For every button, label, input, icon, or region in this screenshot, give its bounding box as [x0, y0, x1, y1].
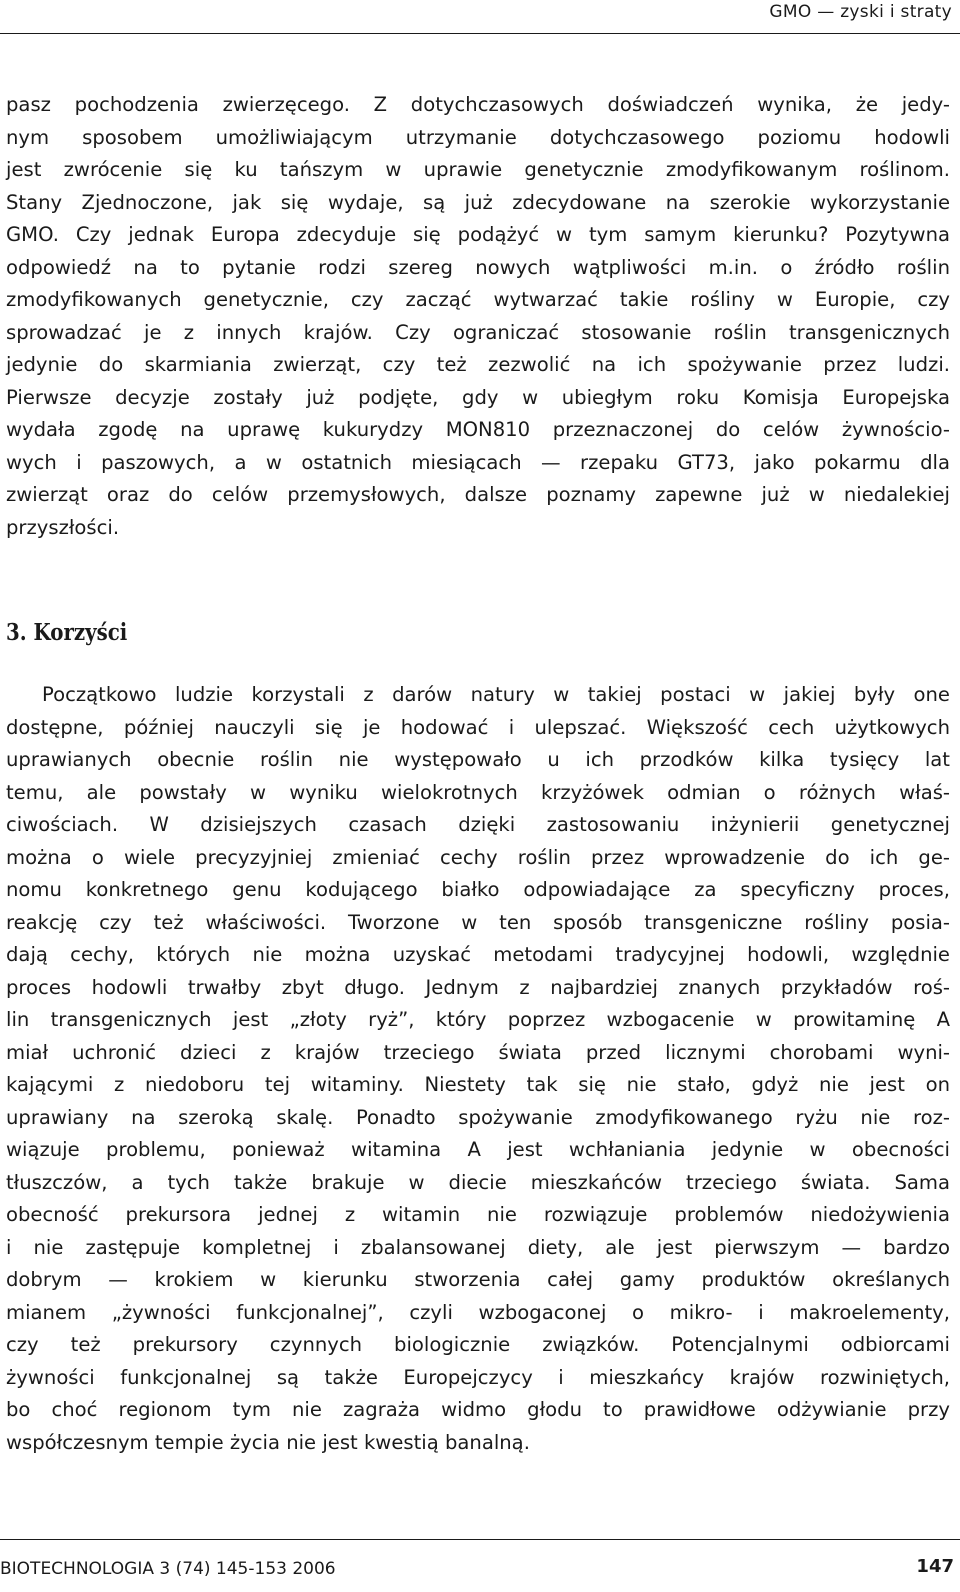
text-line: dostępne, później nauczyli się je hodować i ulepszać. Większość cech użytkowych: [6, 715, 950, 739]
paragraph-2: [6, 679, 950, 1459]
journal-reference: BIOTECHNOLOGIA 3 (74) 145-153 2006: [0, 1559, 336, 1579]
paragraph-1: [6, 89, 950, 544]
text-line: czy też prekursory czynnych biologicznie związków. Potencjalnymi odbiorcami: [6, 1333, 950, 1356]
text-line: ciwościach. W dzisiejszych czasach dzięki zastosowaniu inżynierii genetycznej: [6, 813, 950, 836]
text-line: Stany Zjednoczone, jak się wydaje, są już zdecydowane na szerokie wykorzystanie: [6, 190, 950, 214]
text-line: współczesnym tempie życia nie jest kwestią banalną.: [6, 1430, 530, 1454]
text-line: GMO. Czy jednak Europa zdecyduje się podążyć w tym samym kierunku? Pozytywna: [6, 223, 950, 246]
text-line: temu, ale powstały w wyniku wielokrotnych krzyżówek odmian o różnych właś-: [6, 780, 950, 804]
text-line: tłuszczów, a tych także brakuje w diecie mieszkańców trzeciego świata. Sama: [6, 1170, 950, 1194]
text-line: wych i paszowych, a w ostatnich miesiącach — rzepaku GT73, jako pokarmu dla: [6, 450, 950, 474]
text-line: żywności funkcjonalnej są także Europejczycy i mieszkańcy krajów rozwiniętych,: [6, 1365, 950, 1389]
text-line: dają cechy, których nie można uzyskać metodami tradycyjnej hodowli, względnie: [6, 943, 950, 966]
text-line: pasz pochodzenia zwierzęcego. Z dotychczasowych doświadczeń wynika, że jedy-: [6, 93, 950, 116]
text-line: nomu konkretnego genu kodującego białko odpowiadające za specyficzny proces,: [6, 878, 950, 901]
text-line: zwierząt oraz do celów przemysłowych, dalsze poznamy zapewne już w niedalekiej: [6, 483, 950, 506]
page-number: 147: [916, 1556, 954, 1577]
text-line: zmodyfikowanych genetycznie, czy zacząć wytwarzać takie rośliny w Europie, czy: [6, 288, 950, 311]
text-line: i nie zastępuje kompletnej i zbalansowanej diety, ale jest pierwszym — bardzo: [6, 1235, 950, 1259]
text-line: jedynie do skarmiania zwierząt, czy też zezwolić na ich spożywanie przez ludzi.: [6, 353, 950, 376]
text-line: Pierwsze decyzje zostały już podjęte, gdy w ubiegłym roku Komisja Europejska: [6, 385, 950, 409]
text-line: dobrym — krokiem w kierunku stworzenia całej gamy produktów określanych: [6, 1268, 950, 1291]
text-line: kającymi z niedoboru tej witaminy. Niestety tak się nie stało, gdyż nie jest on: [6, 1073, 950, 1096]
text-line: nym sposobem umożliwiającym utrzymanie dotychczasowego poziomu hodowli: [6, 125, 950, 149]
text-line: wiązuje problemu, ponieważ witamina A jest wchłaniania jedynie w obecności: [6, 1138, 950, 1161]
text-line: reakcję czy też właściwości. Tworzone w ten sposób transgeniczne rośliny posia-: [6, 910, 950, 934]
text-line: lin transgenicznych jest „złoty ryż”, który poprzez wzbogacenie w prowitaminę A: [6, 1008, 950, 1031]
text-line: przyszłości.: [6, 515, 120, 539]
text-line: uprawianych obecnie roślin nie występowało u ich przodków kilka tysięcy lat: [6, 748, 950, 771]
text-line: odpowiedź na to pytanie rodzi szereg nowych wątpliwości m.in. o źródło roślin: [6, 255, 950, 279]
section-heading: 3. Korzyści: [6, 619, 128, 646]
text-line: bo choć regionom tym nie zagraża widmo głodu to prawidłowe odżywianie przy: [6, 1398, 950, 1421]
text-line: proces hodowli trwałby zbyt długo. Jednym z najbardziej znanych przykładów roś-: [6, 975, 950, 999]
text-line: uprawiany na szeroką skalę. Ponadto spożywanie zmodyfikowanego ryżu nie roz-: [6, 1105, 950, 1129]
text-line: mianem „żywności funkcjonalnej”, czyli wzbogaconej o mikro- i makroelementy,: [6, 1300, 950, 1324]
text-line: sprowadzać je z innych krajów. Czy ograniczać stosowanie roślin transgenicznych: [6, 320, 950, 344]
text-line: można o wiele precyzyjniej zmieniać cechy roślin przez wprowadzenie do ich ge-: [6, 845, 950, 869]
text-line: obecność prekursora jednej z witamin nie rozwiązuje problemów niedożywienia: [6, 1203, 950, 1226]
running-head: GMO — zyski i straty: [769, 2, 952, 22]
text-line: wydała zgodę na uprawę kukurydzy MON810 przeznaczonej do celów żywnościo-: [6, 418, 950, 441]
header-rule: [0, 33, 960, 34]
text-line: Początkowo ludzie korzystali z darów natury w takiej postaci w jakiej były one: [42, 683, 950, 706]
text-line: jest zwrócenie się ku tańszym w uprawie genetycznie zmodyfikowanym roślinom.: [6, 158, 950, 181]
text-line: miał uchronić dzieci z krajów trzeciego świata przed licznymi chorobami wyni-: [6, 1040, 950, 1064]
footer-rule: [0, 1539, 960, 1540]
